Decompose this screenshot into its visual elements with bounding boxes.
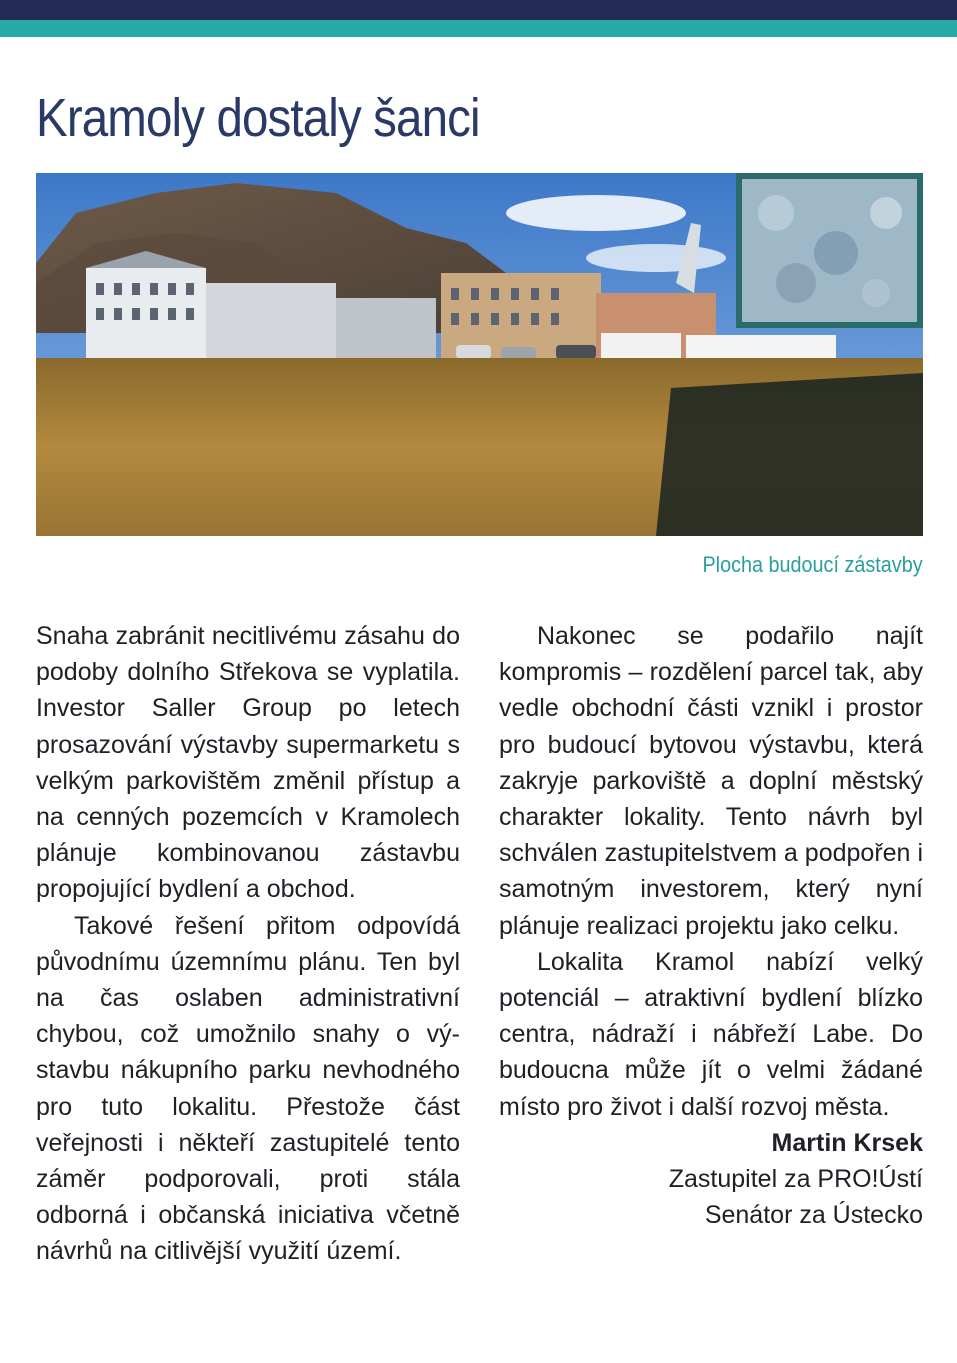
author-role: Senátor za Ústecko bbox=[704, 1201, 923, 1230]
photo-caption: Plocha budoucí zástavby bbox=[702, 552, 923, 577]
paragraph: Lokalita Kramol nabízí velký potenciál – atraktivní bydlení blízko centra, nádraží i nábřeží Labe. Do budoucna může jít o velmi žádané místo pro život i další rozvoj města. bbox=[499, 947, 923, 1121]
author-name: Martin Krsek bbox=[771, 1128, 923, 1157]
header-navy-bar bbox=[0, 0, 957, 20]
paragraph: Snaha zabránit necitlivému zásahu do podoby dolního Střekova se vyplatila. Investor Saller Group po letech prosazování výstavby supermarketu s velkým parkovištěm změnil přístup a na cenných pozemcích v Kramolech plánuje kombinovanou zástavbu propojující bydlení a obchod. bbox=[36, 622, 460, 904]
article-photo bbox=[36, 173, 923, 536]
author-signature bbox=[499, 1125, 923, 1234]
paragraph: Nakonec se podařilo najít kompromis – rozdělení parcel tak, aby vedle obchodní části vznikl i prostor pro budoucí bytovou výstavbu, která zakryje parkoviště a doplní městský charakter lokality. Tento návrh byl schválen zastupitelstvem a podpořen i samotným investorem, který nyní plánuje realizaci projektu jako celku. bbox=[499, 622, 923, 940]
author-role: Zastupitel za PRO!Ústí bbox=[668, 1165, 923, 1194]
paragraph: Takové řešení přitom odpovídá původnímu územnímu plánu. Ten byl na čas oslaben administrativní chybou, což umožnilo snahy o výstavbu nákupního parku nevhodného pro tuto lokalitu. Přestože část veřejnosti i někteří zastupitelé tento záměr podporovali, proti stála odborná i občanská iniciativa včetně návrhů na citlivější využití území. bbox=[36, 911, 460, 1266]
photo-illustration bbox=[36, 173, 923, 536]
article-column-left bbox=[36, 618, 460, 1270]
header-teal-bar bbox=[0, 20, 957, 37]
article-title: Kramoly dostaly šanci bbox=[36, 88, 480, 148]
article-column-right bbox=[499, 618, 923, 1233]
